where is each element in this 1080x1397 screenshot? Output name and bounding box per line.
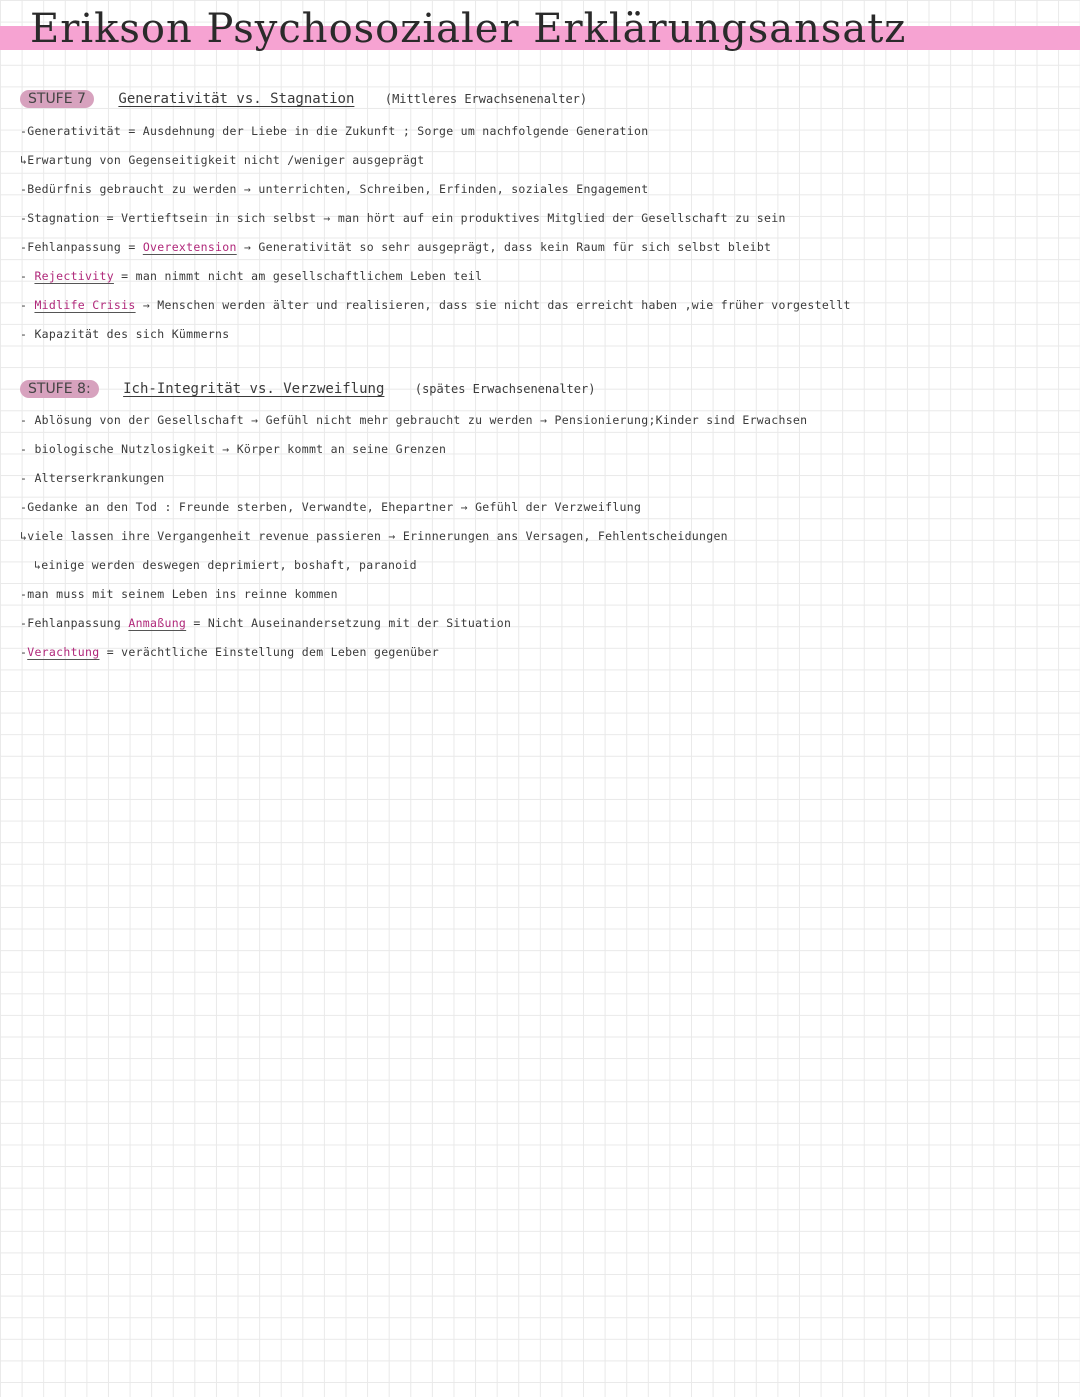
stage-8-line-9-pre: - [20, 645, 28, 659]
stage-8-line-4: -Gedanke an den Tod : Freunde sterben, Verwandte, Ehepartner → Gefühl der Verzweiflung [20, 500, 642, 514]
stage-8-age: (spätes Erwachsenenalter) [414, 382, 596, 396]
stage-8-line-9 [20, 645, 439, 659]
stage-8-line-8 [20, 616, 511, 630]
stage-7-line-1: -Generativität = Ausdehnung der Liebe in die Zukunft ; Sorge um nachfolgende Generation [20, 124, 649, 138]
stage-7-line-7-pre: - [20, 298, 35, 312]
stage-8-line-8-post: = Nicht Auseinandersetzung mit der Situation [186, 616, 512, 630]
stage-7-line-6-pre: - [20, 269, 35, 283]
term-midlife-crisis: Midlife Crisis [34, 298, 136, 312]
stage-7-age: (Mittleres Erwachsenenalter) [384, 92, 588, 106]
stage-8-line-9-post: = verächtliche Einstellung dem Leben gegenüber [99, 645, 439, 659]
stage-7-line-6 [20, 269, 482, 283]
stage-8-line-7: -man muss mit seinem Leben ins reinne kommen [20, 587, 338, 601]
stage-7-badge: STUFE 7 [20, 90, 94, 108]
stage-8-title: Ich-Integrität vs. Verzweiflung [123, 381, 385, 397]
stage-8-line-8-pre: -Fehlanpassung [20, 616, 129, 630]
stage-7-line-5 [20, 240, 771, 254]
stage-8-line-3: - Alterserkrankungen [20, 471, 165, 485]
stage-8-line-5: ↳viele lassen ihre Vergangenheit revenue passieren → Erinnerungen ans Versagen, Fehlentscheidungen [20, 529, 728, 543]
stage-7-line-5-post: → Generativität so sehr ausgeprägt, dass kein Raum für sich selbst bleibt [236, 240, 772, 254]
stage-7-line-4: -Stagnation = Vertieftsein in sich selbst → man hört auf ein produktives Mitglied der Gesellschaft zu sein [20, 211, 786, 225]
term-overextension: Overextension [142, 240, 237, 254]
term-rejectivity: Rejectivity [34, 269, 114, 283]
stage-7-title: Generativität vs. Stagnation [118, 91, 355, 107]
stage-8-line-6: ↳einige werden deswegen deprimiert, boshaft, paranoid [34, 558, 417, 572]
stage-7-line-3: -Bedürfnis gebraucht zu werden → unterrichten, Schreiben, Erfinden, soziales Engagement [20, 182, 649, 196]
stage-7-line-8: - Kapazität des sich Kümmerns [20, 327, 230, 341]
stage-8-line-2: - biologische Nutzlosigkeit → Körper kommt an seine Grenzen [20, 442, 447, 456]
stage-7-line-7-post: → Menschen werden älter und realisieren, dass sie nicht das erreicht haben ,wie früher vorgestellt [135, 298, 851, 312]
stage-7-line-2: ↳Erwartung von Gegenseitigkeit nicht /weniger ausgeprägt [20, 153, 425, 167]
stage-7-line-5-pre: -Fehlanpassung = [20, 240, 143, 254]
stage-7-heading [20, 90, 587, 108]
stage-7-line-6-post: = man nimmt nicht am gesellschaftlichem Leben teil [113, 269, 483, 283]
stage-8-heading [20, 380, 595, 398]
stage-7-line-7 [20, 298, 851, 312]
stage-8-line-1: - Ablösung von der Gesellschaft → Gefühl nicht mehr gebraucht zu werden → Pensionierung;Kinder sind Erwachsen [20, 413, 808, 427]
term-verachtung: Verachtung [27, 645, 100, 659]
page-title: Erikson Psychosozialer Erklärungsansatz [30, 6, 907, 52]
term-anmassung: Anmaßung [128, 616, 187, 630]
stage-8-badge: STUFE 8: [20, 380, 99, 398]
